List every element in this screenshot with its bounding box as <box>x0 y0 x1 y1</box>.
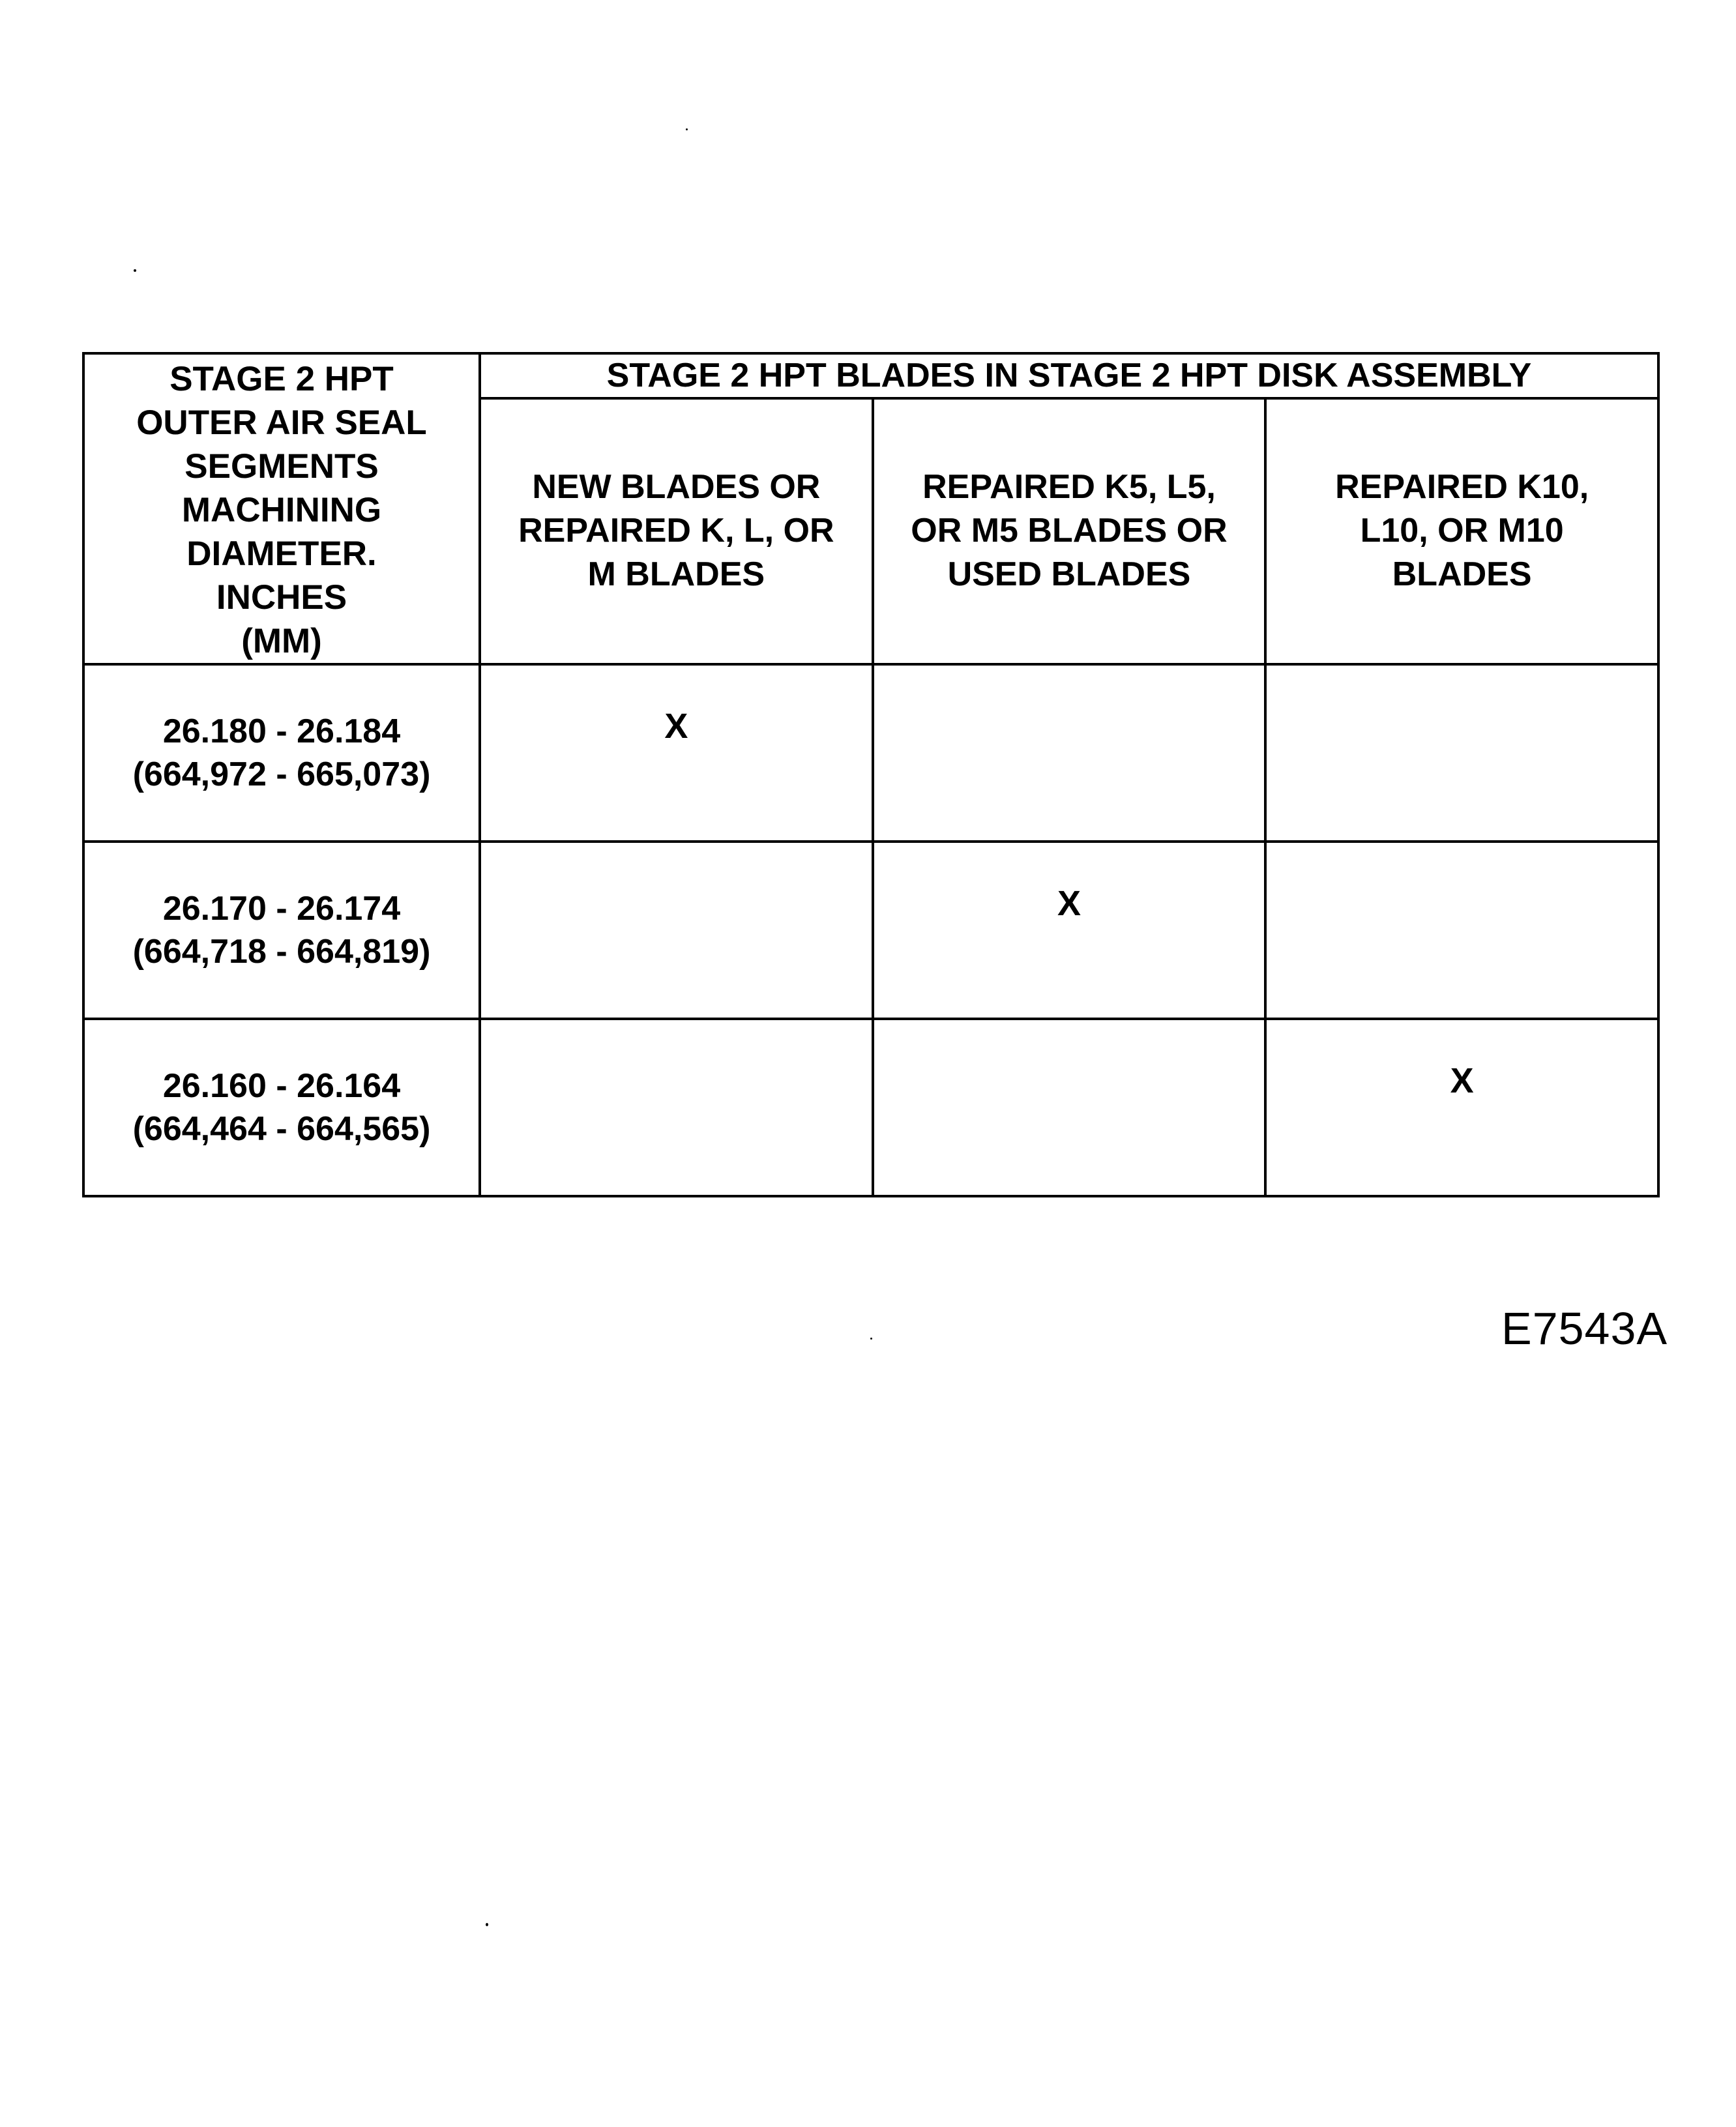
mark-cell <box>873 1019 1266 1196</box>
header-row-group <box>83 353 1658 398</box>
header-line: L10, OR M10 <box>1360 512 1564 550</box>
diameter-inches: 26.160 - 26.164 <box>162 1067 401 1105</box>
mark-cell <box>480 664 873 842</box>
scan-speck <box>134 269 136 272</box>
header-line: OUTER AIR SEAL <box>136 403 427 442</box>
table-row <box>83 664 1658 842</box>
mark-cell <box>1265 1019 1658 1196</box>
diameter-range-cell <box>83 842 480 1019</box>
table-row <box>83 1019 1658 1196</box>
diameter-mm: (664,464 - 664,565) <box>132 1110 431 1148</box>
table-row <box>83 842 1658 1019</box>
blade-selection-table-container <box>82 352 1660 1197</box>
blade-selection-table <box>82 352 1660 1197</box>
mark-cell <box>873 664 1266 842</box>
machining-diameter-header <box>83 353 480 664</box>
diameter-mm: (664,718 - 664,819) <box>132 933 431 971</box>
header-line: REPAIRED K10, <box>1335 468 1589 506</box>
header-line: (MM) <box>241 622 322 660</box>
x-mark: X <box>1057 884 1081 923</box>
column-header-repaired-5-blades <box>873 398 1266 664</box>
mark-cell <box>480 842 873 1019</box>
mark-cell <box>1265 842 1658 1019</box>
header-line: REPAIRED K5, L5, <box>922 468 1216 506</box>
diameter-inches: 26.170 - 26.174 <box>162 890 401 928</box>
header-line: MACHINING <box>181 491 382 529</box>
header-line: SEGMENTS <box>184 447 379 486</box>
column-header-new-blades <box>480 398 873 664</box>
header-line: USED BLADES <box>947 555 1191 594</box>
header-line: BLADES <box>1392 555 1532 594</box>
header-line: STAGE 2 HPT <box>169 360 394 398</box>
column-header-repaired-10-blades <box>1265 398 1658 664</box>
diameter-inches: 26.180 - 26.184 <box>162 712 401 750</box>
scan-speck <box>486 1923 488 1926</box>
header-line: M BLADES <box>587 555 765 594</box>
diameter-range-cell <box>83 1019 480 1196</box>
header-line: DIAMETER. <box>186 535 377 573</box>
blade-group-header: STAGE 2 HPT BLADES IN STAGE 2 HPT DISK ASSEMBLY <box>480 353 1658 398</box>
x-mark: X <box>1450 1061 1474 1100</box>
x-mark: X <box>664 707 688 746</box>
diameter-mm: (664,972 - 665,073) <box>132 755 431 793</box>
header-line: OR M5 BLADES OR <box>911 512 1228 550</box>
header-line: NEW BLADES OR <box>532 468 821 506</box>
scan-speck <box>686 128 688 130</box>
header-line: REPAIRED K, L, OR <box>518 512 834 550</box>
scan-speck <box>870 1338 872 1340</box>
mark-cell <box>480 1019 873 1196</box>
figure-label: E7543A <box>1501 1303 1668 1354</box>
mark-cell <box>1265 664 1658 842</box>
mark-cell <box>873 842 1266 1019</box>
diameter-range-cell <box>83 664 480 842</box>
header-line: INCHES <box>216 578 347 617</box>
